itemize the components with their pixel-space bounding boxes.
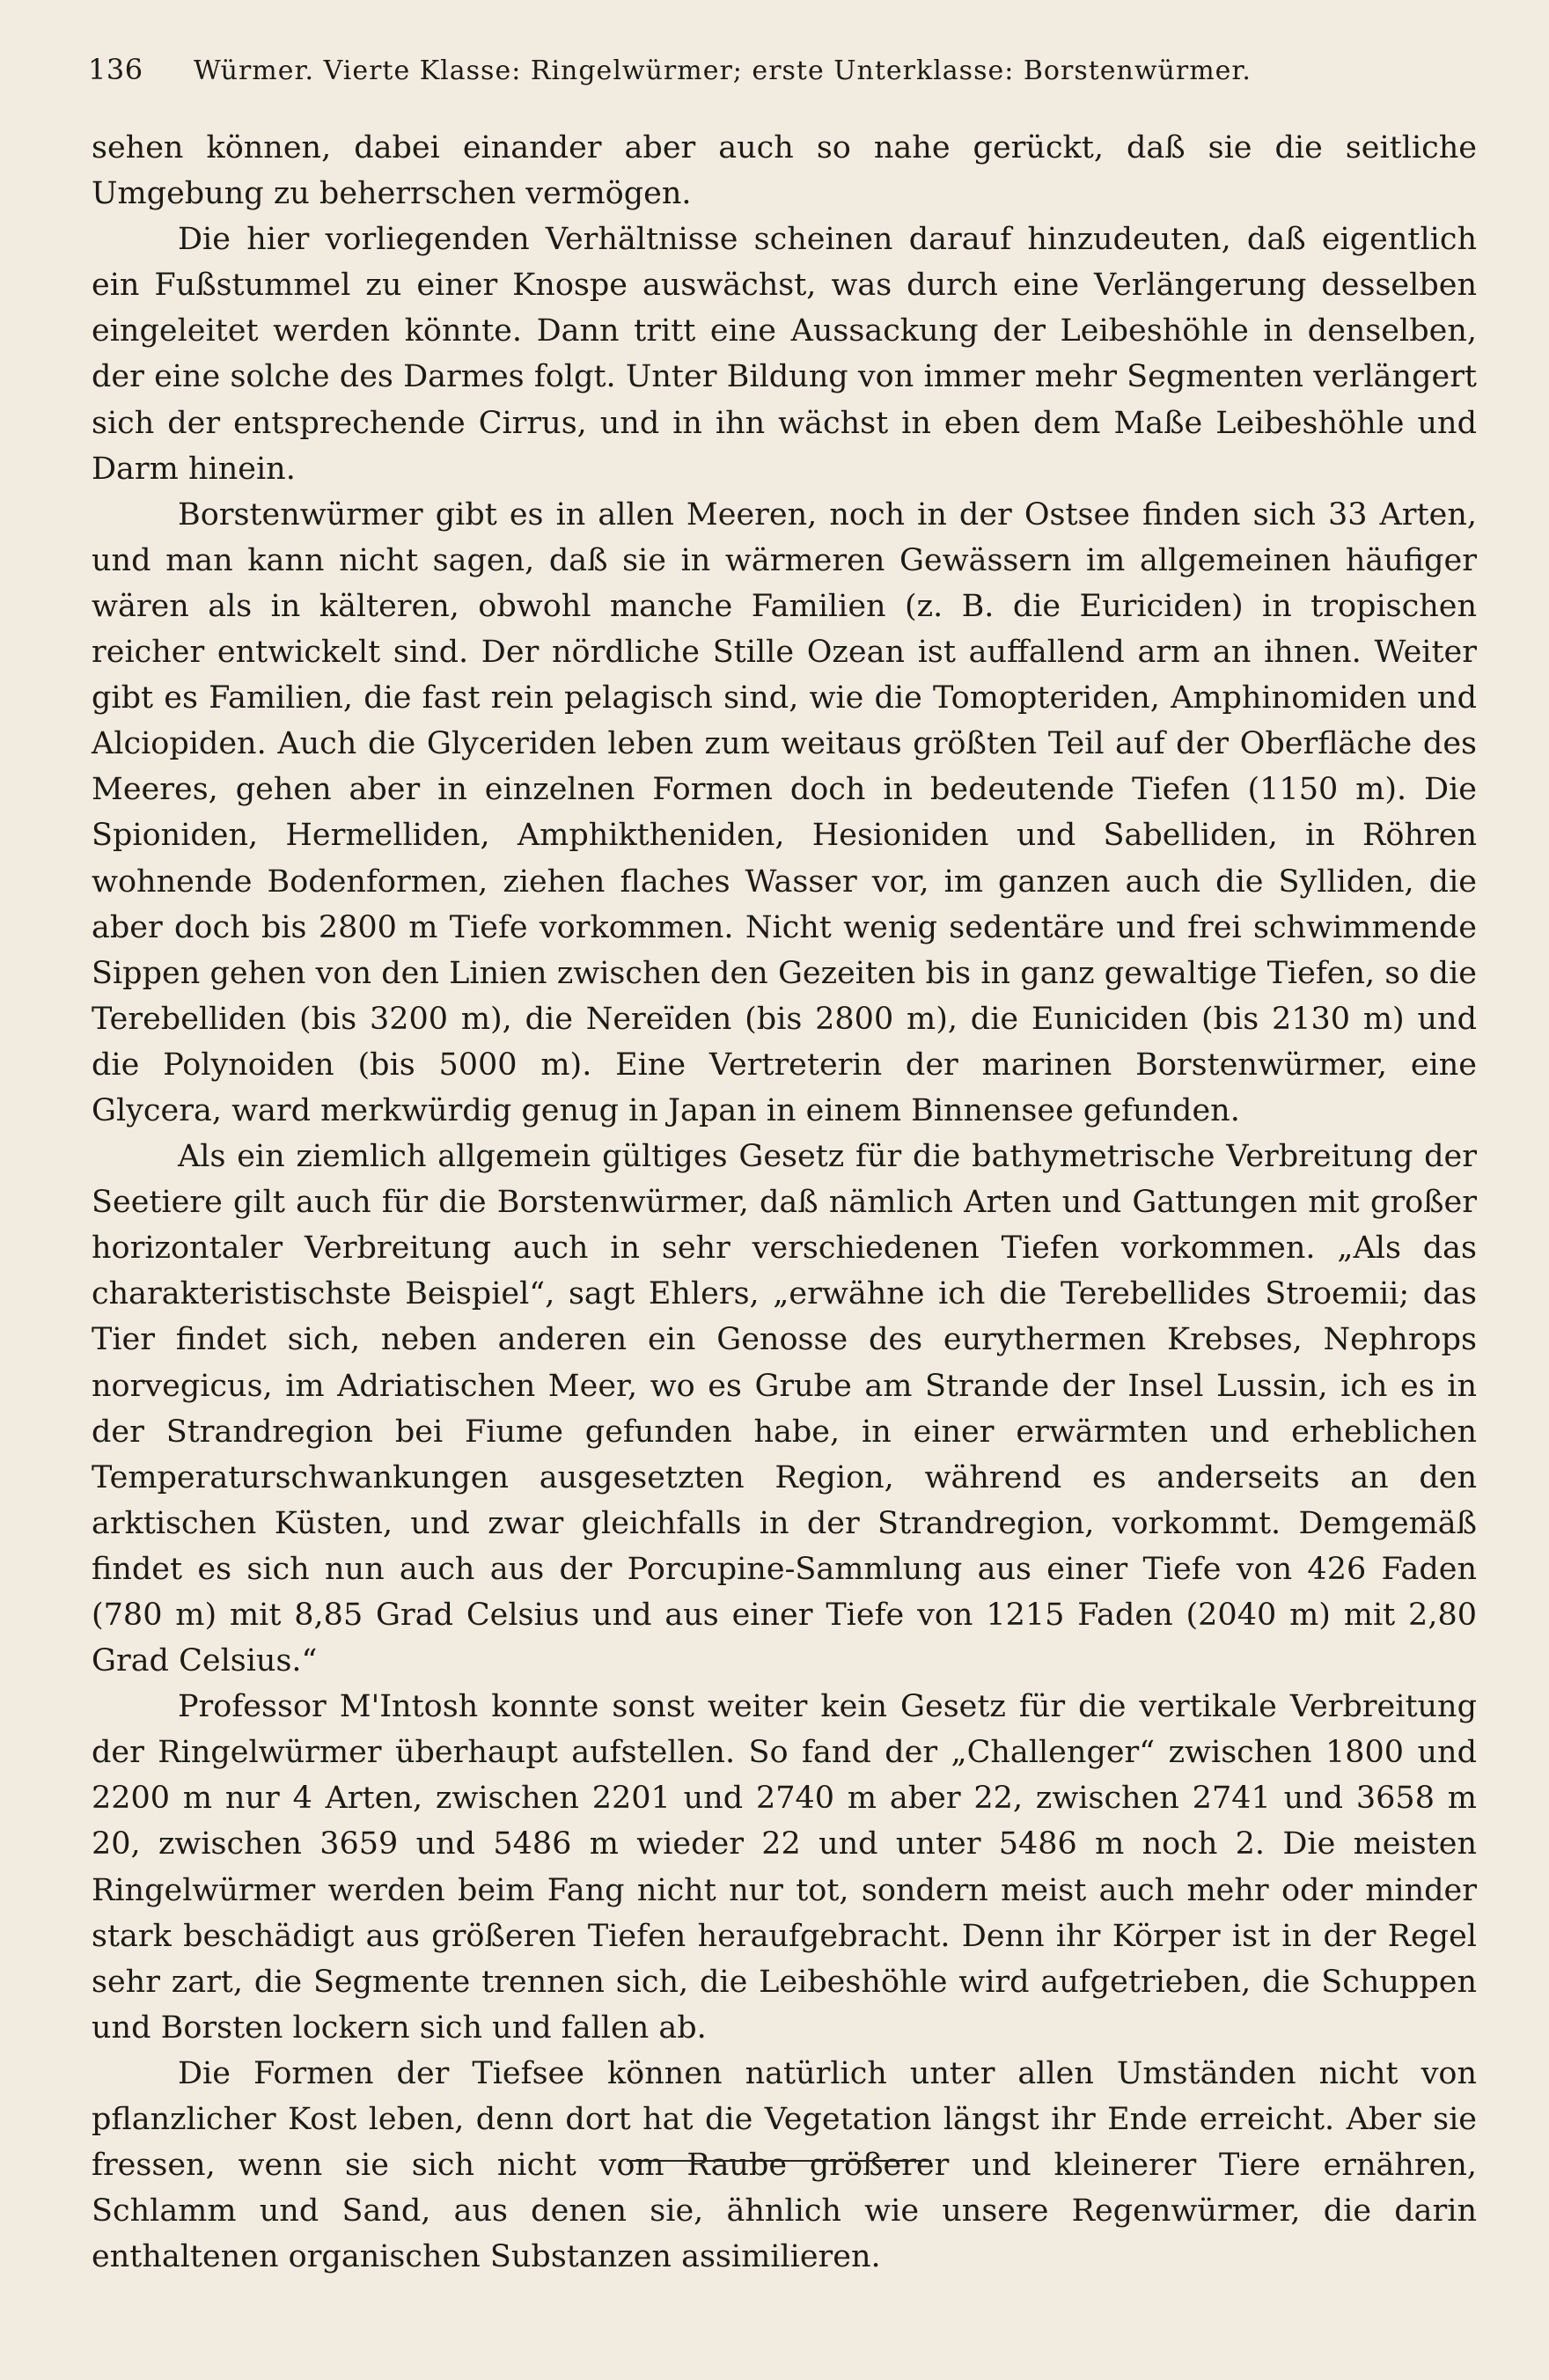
- page-header: [88, 53, 1479, 106]
- paragraph: Die Formen der Tiefsee können natürlich unter allen Umständen nicht von pflanzlicher Kost leben, denn dort hat die Vegetation längst ihr Ende erreicht. Aber sie fressen, wenn sie sich nicht vom Raube größerer und kleinerer Tiere ernähren, Schlamm und Sand, aus denen sie, ähnlich wie unsere Regenwürmer, die darin enthaltenen organischen Substanzen assimilieren.: [92, 2055, 1477, 2275]
- page-number: 136: [88, 53, 143, 86]
- paragraph: Als ein ziemlich allgemein gültiges Gesetz für die bathymetrische Verbreitung der Seetiere gilt auch für die Borstenwürmer, daß nämlich Arten und Gattungen mit großer horizontaler Verbreitung auch in sehr verschiedenen Tiefen vorkommen. „Als das charakteristischste Beispiel“, sagt Ehlers, „erwähne ich die Terebellides Stroemii; das Tier findet sich, neben anderen ein Genosse des eurythermen Krebses, Nephrops norvegicus, im Adriatischen Meer, wo es Grube am Strande der Insel Lussin, ich es in der Strandregion bei Fiume gefunden habe, in einer erwärmten und erheblichen Temperaturschwankungen ausgesetzten Region, während es anderseits an den arktischen Küsten, und zwar gleichfalls in der Strandregion, vorkommt. Demgemäß findet es sich nun auch aus der Porcupine-Sammlung aus einer Tiefe von 426 Faden (780 m) mit 8,85 Grad Celsius und aus einer Tiefe von 1215 Faden (2040 m) mit 2,80 Grad Celsius.“: [92, 1139, 1477, 1679]
- paragraph: Die hier vorliegenden Verhältnisse scheinen darauf hinzudeuten, daß eigentlich ein Fußstummel zu einer Knospe auswächst, was durch eine Verlängerung desselben eingeleitet werden könnte. Dann tritt eine Aussackung der Leibeshöhle in denselben, der eine solche des Darmes folgt. Unter Bildung von immer mehr Segmenten verlängert sich der entsprechende Cirrus, und in ihn wächst in eben dem Maße Leibeshöhle und Darm hinein.: [92, 222, 1477, 487]
- running-head: Würmer. Vierte Klasse: Ringelwürmer; erste Unterklasse: Borstenwürmer.: [194, 55, 1252, 86]
- paragraph: Professor M'Intosh konnte sonst weiter kein Gesetz für die vertikale Verbreitung der Ringelwürmer überhaupt aufstellen. So fand der „Challenger“ zwischen 1800 und 2200 m nur 4 Arten, zwischen 2201 und 2740 m aber 22, zwischen 2741 und 3658 m 20, zwischen 3659 und 5486 m wieder 22 und unter 5486 m noch 2. Die meisten Ringelwürmer werden beim Fang nicht nur tot, sondern meist auch mehr oder minder stark beschädigt aus größeren Tiefen heraufgebracht. Denn ihr Körper ist in der Regel sehr zart, die Segmente trennen sich, die Leibeshöhle wird aufgetrieben, die Schuppen und Borsten lockern sich und fallen ab.: [92, 1689, 1477, 2046]
- footnote-rule: [627, 2160, 931, 2162]
- paragraph-continuation: sehen können, dabei einander aber auch so nahe gerückt, daß sie die seitliche Umgebung zu beherrschen vermögen.: [92, 130, 1477, 212]
- body-text: [92, 125, 1477, 2280]
- paragraph: Borstenwürmer gibt es in allen Meeren, noch in der Ostsee finden sich 33 Arten, und man kann nicht sagen, daß sie in wärmeren Gewässern im allgemeinen häufiger wären als in kälteren, obwohl manche Familien (z. B. die Euriciden) in tropischen reicher entwickelt sind. Der nördliche Stille Ozean ist auffallend arm an ihnen. Weiter gibt es Familien, die fast rein pelagisch sind, wie die Tomopteriden, Amphinomiden und Alciopiden. Auch die Glyceriden leben zum weitaus größten Teil auf der Oberfläche des Meeres, gehen aber in einzelnen Formen doch in bedeutende Tiefen (1150 m). Die Spioniden, Hermelliden, Amphiktheniden, Hesioniden und Sabelliden, in Röhren wohnende Bodenformen, ziehen flaches Wasser vor, im ganzen auch die Sylliden, die aber doch bis 2800 m Tiefe vorkommen. Nicht wenig sedentäre und frei schwimmende Sippen gehen von den Linien zwischen den Gezeiten bis in ganz gewaltige Tiefen, so die Terebelliden (bis 3200 m), die Nereïden (bis 2800 m), die Euniciden (bis 2130 m) und die Polynoiden (bis 5000 m). Eine Vertreterin der marinen Borstenwürmer, eine Glycera, ward merkwürdig genug in Japan in einem Binnensee gefunden.: [92, 496, 1477, 1128]
